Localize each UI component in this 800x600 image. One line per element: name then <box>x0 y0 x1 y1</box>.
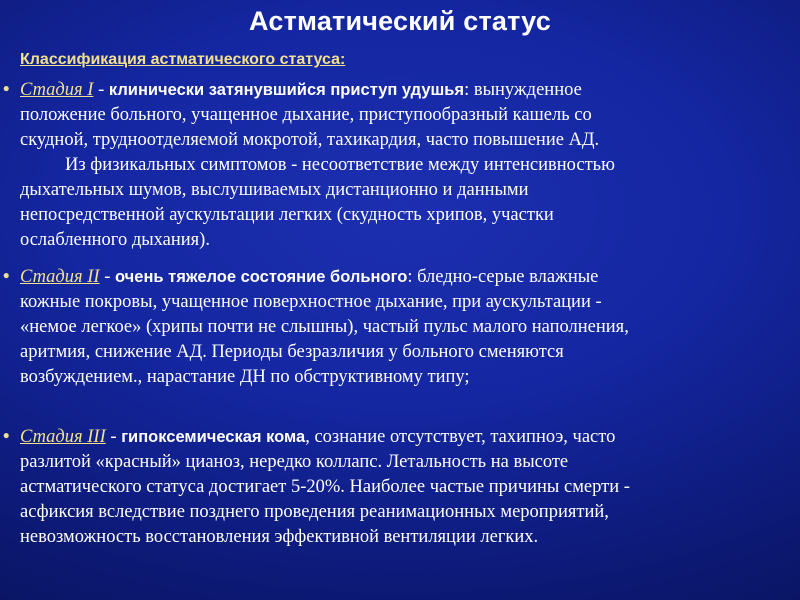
slide-title: Астматический статус <box>249 6 551 36</box>
stage-1-separator: - <box>93 80 109 100</box>
stage-2-separator: - <box>99 267 116 287</box>
stage-3-separator: - <box>105 427 122 447</box>
classification-heading <box>20 51 345 69</box>
stage-3-line-1 <box>0 425 790 450</box>
stage-3-line-5: невозможность восстановления эффективной вентиляции легких. <box>20 527 539 547</box>
stage-2-line-4: аритмия, снижение АД. Периоды безразличия у больного сменяются <box>20 342 564 362</box>
stage-3-label: Стадия III <box>20 427 106 447</box>
stage-2-line-1 <box>0 265 790 290</box>
stage-1-line-2: положение больного, учащенное дыхание, приступообразный кашель со <box>20 105 592 125</box>
stage-3-line-2: разлитой «красный» цианоз, нередко коллапс. Летальность на высоте <box>20 452 569 472</box>
stage-2-line-3: «немое легкое» (хрипы почти не слышны), частый пульс малого наполнения, <box>20 317 629 337</box>
bullet-icon: • <box>3 80 10 100</box>
stage-3-line-4: асфиксия вследствие позднего проведения реанимационных мероприятий, <box>20 502 609 522</box>
stage-2-paragraph <box>0 265 790 390</box>
stage-2-line-5: возбуждением., нарастание ДН по обструктивному типу; <box>20 367 470 387</box>
stage-1-line-3: скудной, трудноотделяемой мокротой, тахикардия, часто повышение АД. <box>20 130 600 150</box>
classification-heading-colon: : <box>339 51 346 68</box>
stage-1-line-6: непосредственной аускультации легких (скудность хрипов, участки <box>20 205 554 225</box>
stage-1-line-1 <box>0 78 790 103</box>
stage-1-label: Стадия I <box>20 80 94 100</box>
classification-heading-text: Классификация астматического статуса <box>20 51 340 68</box>
stage-2-line-1-tail: : бледно-серые влажные <box>407 267 599 287</box>
stage-1-line-4: Из физикальных симптомов - несоответствие между интенсивностью <box>65 155 615 175</box>
stage-3-headline: гипоксемическая кома <box>121 428 306 446</box>
stage-1-paragraph <box>0 78 790 253</box>
stage-1-headline: клинически затянувшийся приступ удушья <box>108 81 465 99</box>
stage-3-line-3: астматического статуса достигает 5-20%. Наиболее частые причины смерти - <box>20 477 630 497</box>
bullet-icon: • <box>3 427 10 447</box>
stage-1-line-7: ослабленного дыхания). <box>20 230 210 250</box>
stage-2-label: Стадия II <box>20 267 100 287</box>
stage-2-line-2: кожные покровы, учащенное поверхностное дыхание, при аускультации - <box>20 292 602 312</box>
bullet-icon: • <box>3 267 10 287</box>
stage-1-line-1-tail: : вынужденное <box>464 80 582 100</box>
stage-2-headline: очень тяжелое состояние больного <box>115 268 408 286</box>
stage-1-line-5: дыхательных шумов, выслушиваемых дистанционно и данными <box>20 180 529 200</box>
stage-3-paragraph <box>0 425 790 550</box>
stage-3-line-1-tail: , сознание отсутствует, тахипноэ, часто <box>305 427 616 447</box>
